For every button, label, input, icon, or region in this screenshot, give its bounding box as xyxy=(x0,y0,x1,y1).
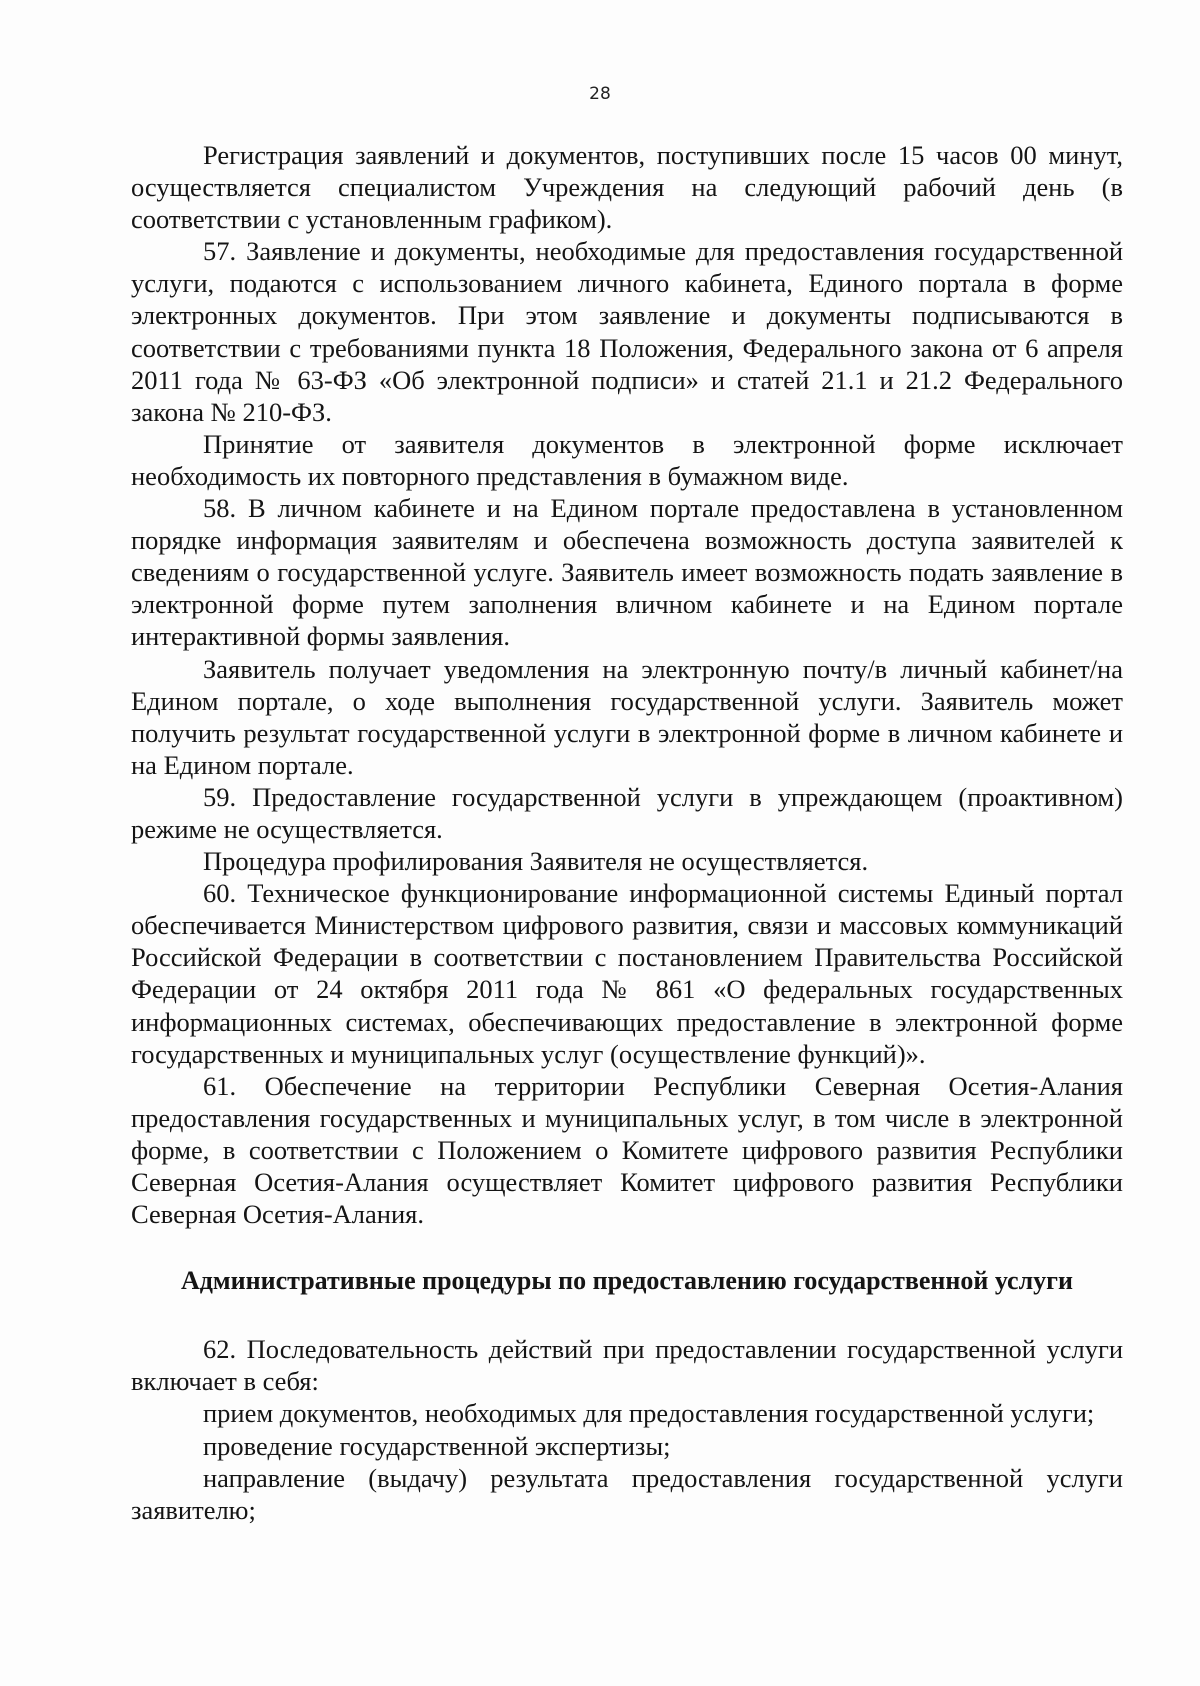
paragraph-60: 60. Техническое функционирование информационной системы Единый портал обеспечивается Министерством цифрового развития, связи и массовых коммуникаций Российской Федерации в соответствии с постановлением Правительства Российской Федерации от 24 октября 2011 года № 861 «О федеральных государственных информационных системах, обеспечивающих предоставление в электронной форме государственных и муниципальных услуг (осуществление функций)». xyxy=(131,878,1123,1069)
list-item-reception: прием документов, необходимых для предоставления государственной услуги; xyxy=(203,1398,1095,1429)
paragraph-57: 57. Заявление и документы, необходимые для предоставления государственной услуги, подаются с использованием личного кабинета, Единого портала в форме электронных документов. При этом заявление и документы подписываются в соответствии с требованиями пункта 18 Положения, Федерального закона от 6 апреля 2011 года № 63-ФЗ «Об электронной подписи» и статей 21.1 и 21.2 Федерального закона № 210-ФЗ. xyxy=(131,236,1123,427)
section-heading: Административные процедуры по предоставлению государственной услуги xyxy=(181,1266,1073,1296)
paragraph-59: 59. Предоставление государственной услуги в упреждающем (проактивном) режиме не осуществляется. xyxy=(131,781,1123,844)
paragraph-profiling: Процедура профилирования Заявителя не осуществляется. xyxy=(203,846,869,877)
paragraph-58: 58. В личном кабинете и на Едином портале предоставлена в установленном порядке информация заявителям и обеспечена возможность доступа заявителей к сведениям о государственной услуге. Заявитель имеет возможность подать заявление в электронной форме путем заполнения вличном кабинете и на Едином портале интерактивной формы заявления. xyxy=(131,493,1123,652)
list-item-expertise: проведение государственной экспертизы; xyxy=(203,1430,671,1461)
page-number: 28 xyxy=(589,84,611,104)
document-body xyxy=(131,139,1123,1526)
paragraph-notifications: Заявитель получает уведомления на электронную почту/в личный кабинет/на Едином портале, о ходе выполнения государственной услуги. Заявитель может получить результат государственной услуги в электронной форме в личном кабинете и на Едином портале. xyxy=(131,653,1123,780)
list-item-result-delivery: направление (выдачу) результата предоставления государственной услуги заявителю; xyxy=(131,1462,1123,1525)
paragraph-61: 61. Обеспечение на территории Республики Северная Осетия-Алания предоставления государственных и муниципальных услуг, в том числе в электронной форме, в соответствии с Положением о Комитете цифрового развития Республики Северная Осетия-Алания осуществляет Комитет цифрового развития Республики Северная Осетия-Алания. xyxy=(131,1070,1123,1230)
paragraph-62: 62. Последовательность действий при предоставлении государственной услуги включает в себя: xyxy=(131,1334,1123,1397)
paragraph-acceptance: Принятие от заявителя документов в электронной форме исключает необходимость их повторного представления в бумажном виде. xyxy=(131,428,1123,491)
paragraph-registration: Регистрация заявлений и документов, поступивших после 15 часов 00 минут, осуществляется специалистом Учреждения на следующий рабочий день (в соответствии с установленным графиком). xyxy=(131,140,1123,235)
